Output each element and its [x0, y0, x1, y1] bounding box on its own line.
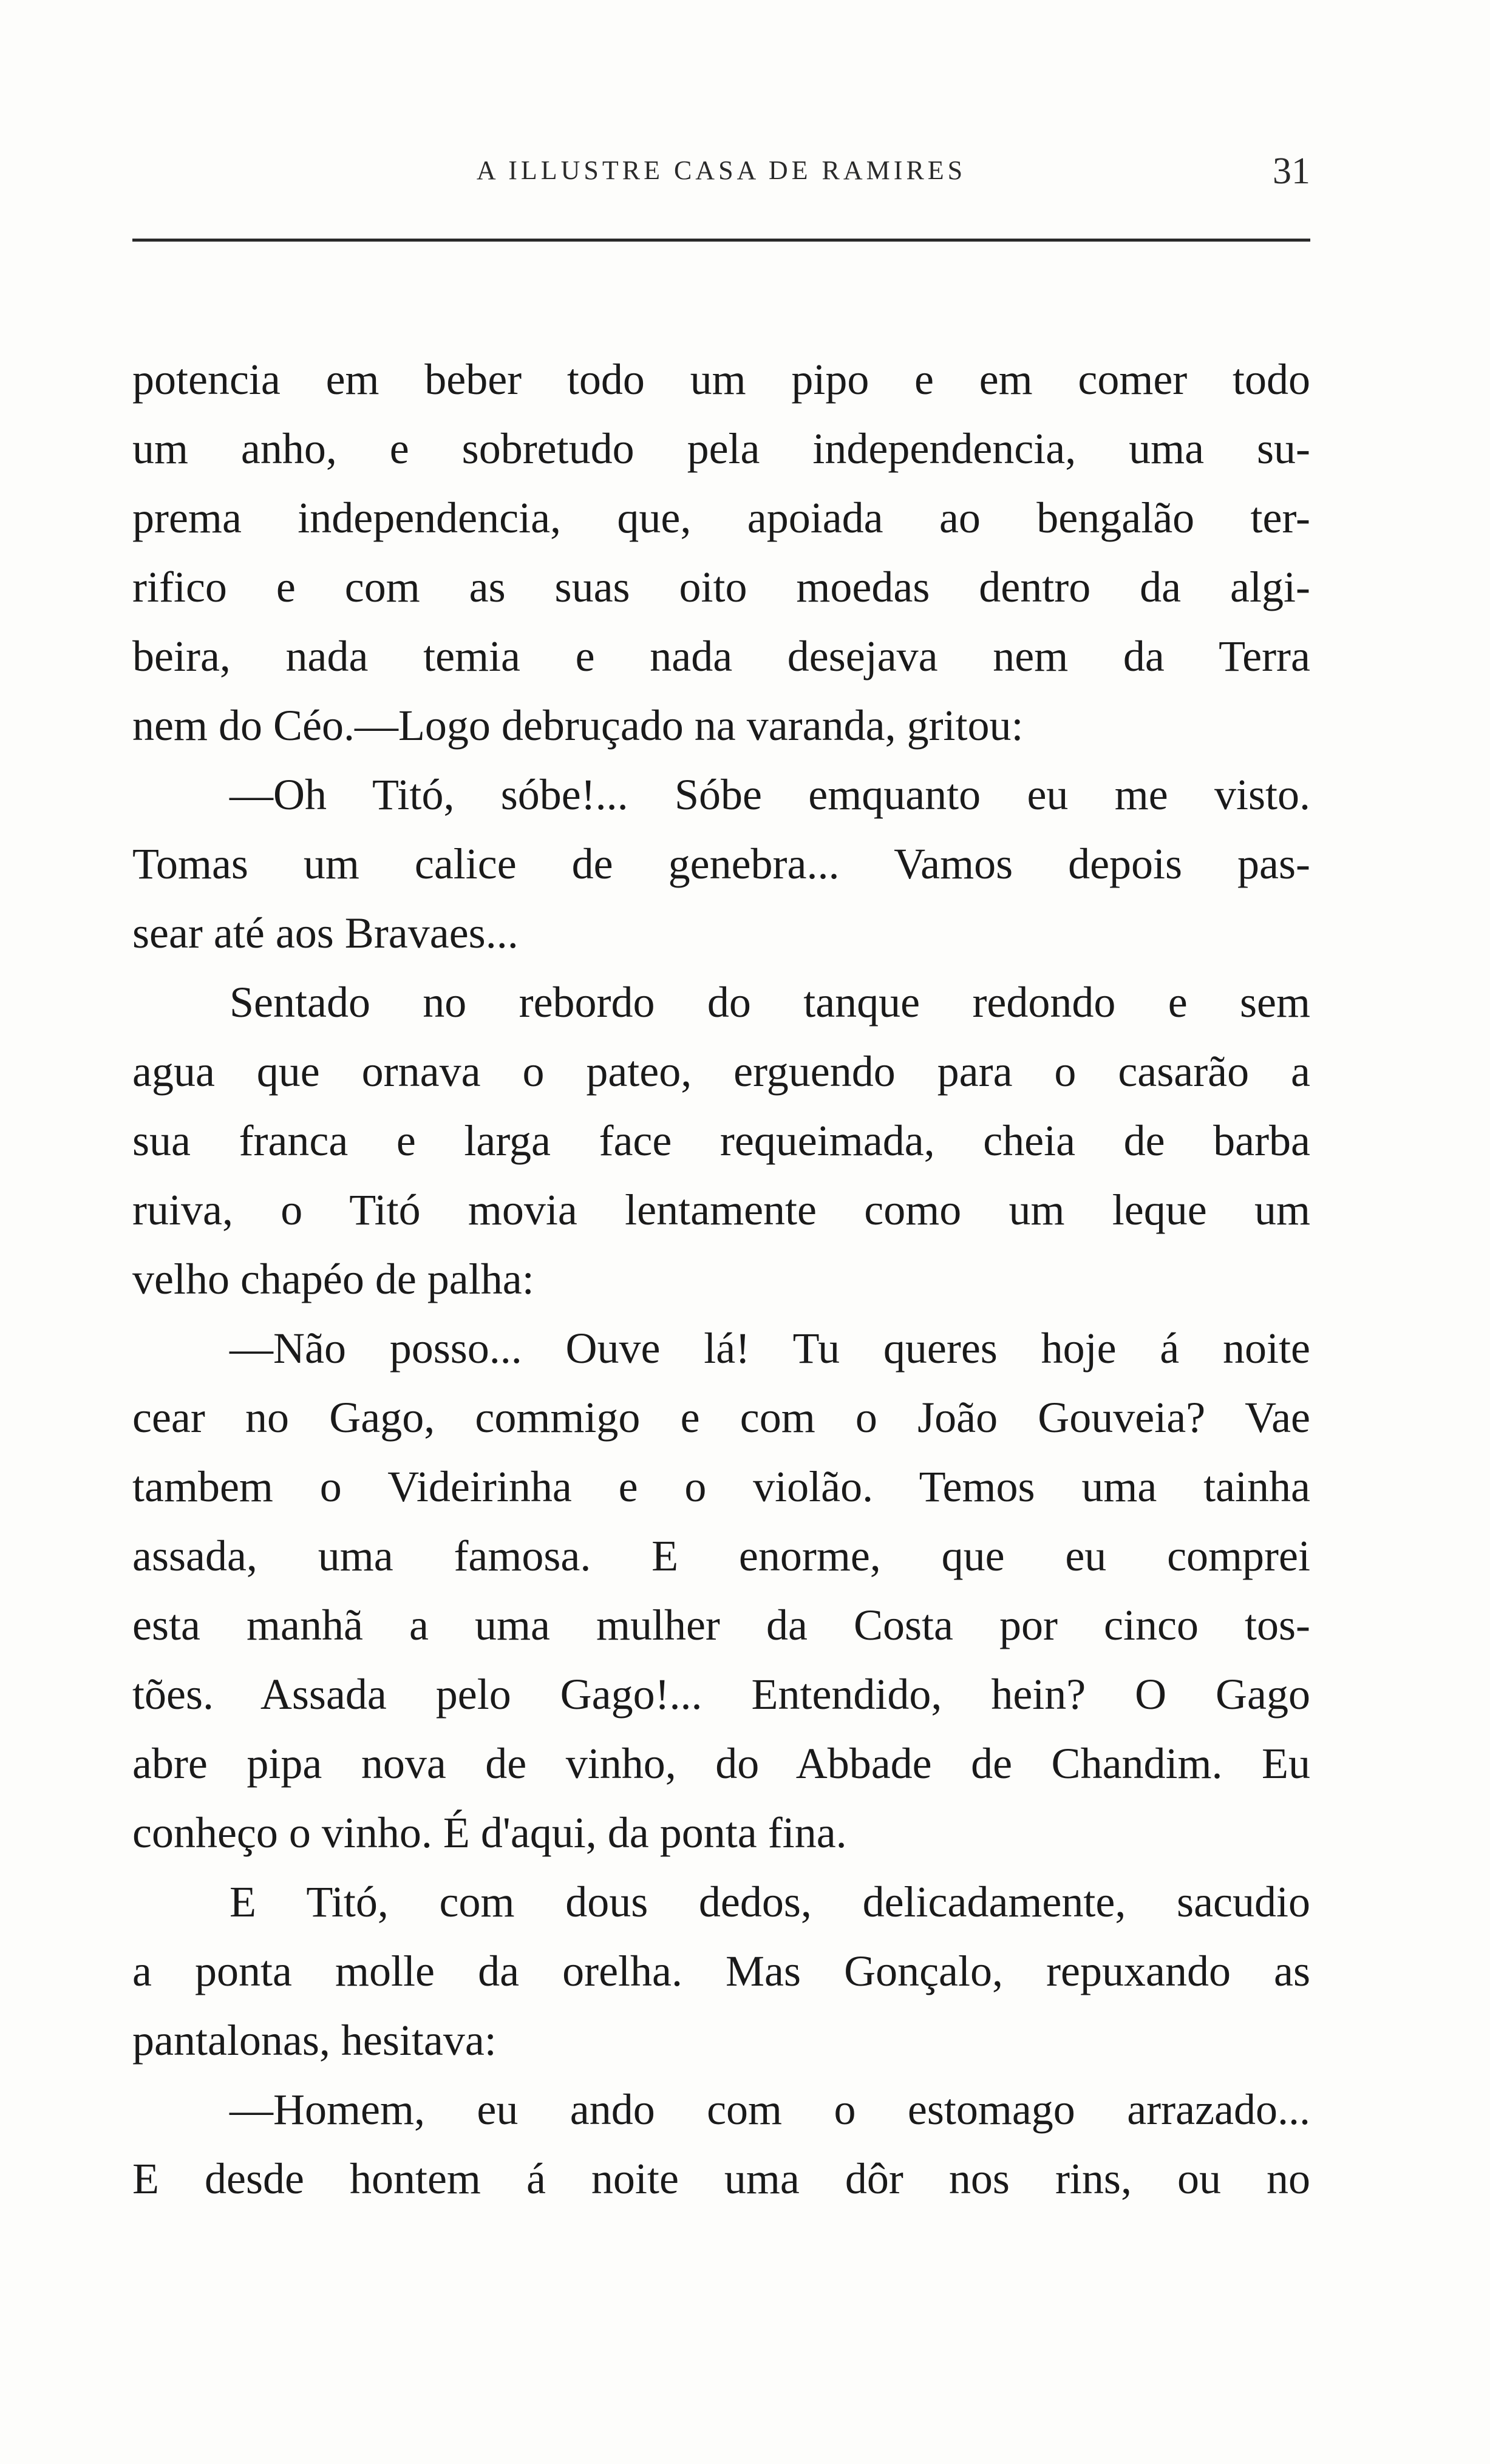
text-line: Sentado no rebordo do tanque redondo e sem — [230, 978, 1310, 1027]
text-line: sear até aos Bravaes... — [132, 909, 519, 957]
text-line: a ponta molle da orelha. Mas Gonçalo, repuxando as — [132, 1947, 1310, 1995]
text-line: tambem o Videirinha e o violão. Temos uma tainha — [132, 1462, 1310, 1511]
text-line: nem do Céo.—Logo debruçado na varanda, gritou: — [132, 701, 1024, 750]
text-line: prema independencia, que, apoiada ao bengalão ter- — [132, 494, 1310, 542]
text-line: velho chapéo de palha: — [132, 1255, 534, 1303]
text-line: assada, uma famosa. E enorme, que eu comprei — [132, 1532, 1310, 1580]
text-line: um anho, e sobretudo pela independencia, uma su- — [132, 424, 1310, 473]
text-line: sua franca e larga face requeimada, cheia de barba — [132, 1116, 1310, 1165]
text-line: Tomas um calice de genebra... Vamos depois pas- — [132, 840, 1310, 888]
text-line: cear no Gago, commigo e com o João Gouveia? Vae — [132, 1393, 1310, 1442]
text-line: —Homem, eu ando com o estomago arrazado... — [230, 2085, 1310, 2134]
header-rule — [132, 239, 1310, 242]
page-header — [132, 151, 1310, 203]
page-number: 31 — [1273, 151, 1310, 192]
text-line: agua que ornava o pateo, erguendo para o casarão a — [132, 1047, 1310, 1096]
running-title: A ILLUSTRE CASA DE RAMIRES — [476, 155, 967, 185]
text-line: esta manhã a uma mulher da Costa por cinco tos- — [132, 1601, 1310, 1649]
text-line: tões. Assada pelo Gago!... Entendido, hein? O Gago — [132, 1670, 1310, 1719]
text-line: rifico e com as suas oito moedas dentro da algi- — [132, 563, 1310, 611]
text-line: pantalonas, hesitava: — [132, 2016, 497, 2065]
text-line: beira, nada temia e nada desejava nem da Terra — [132, 632, 1310, 680]
text-line: potencia em beber todo um pipo e em comer todo — [132, 355, 1310, 404]
text-line: E desde hontem á noite uma dôr nos rins, ou no — [132, 2154, 1310, 2203]
text-line: ruiva, o Titó movia lentamente como um leque um — [132, 1186, 1310, 1234]
body-text — [132, 345, 1310, 2213]
text-line: —Não posso... Ouve lá! Tu queres hoje á noite — [230, 1324, 1310, 1373]
text-line: abre pipa nova de vinho, do Abbade de Chandim. Eu — [132, 1739, 1310, 1788]
text-line: E Titó, com dous dedos, delicadamente, sacudio — [230, 1878, 1310, 1926]
text-line: —Oh Titó, sóbe!... Sóbe emquanto eu me visto. — [230, 770, 1310, 819]
text-line: conheço o vinho. É d'aqui, da ponta fina. — [132, 1808, 847, 1857]
